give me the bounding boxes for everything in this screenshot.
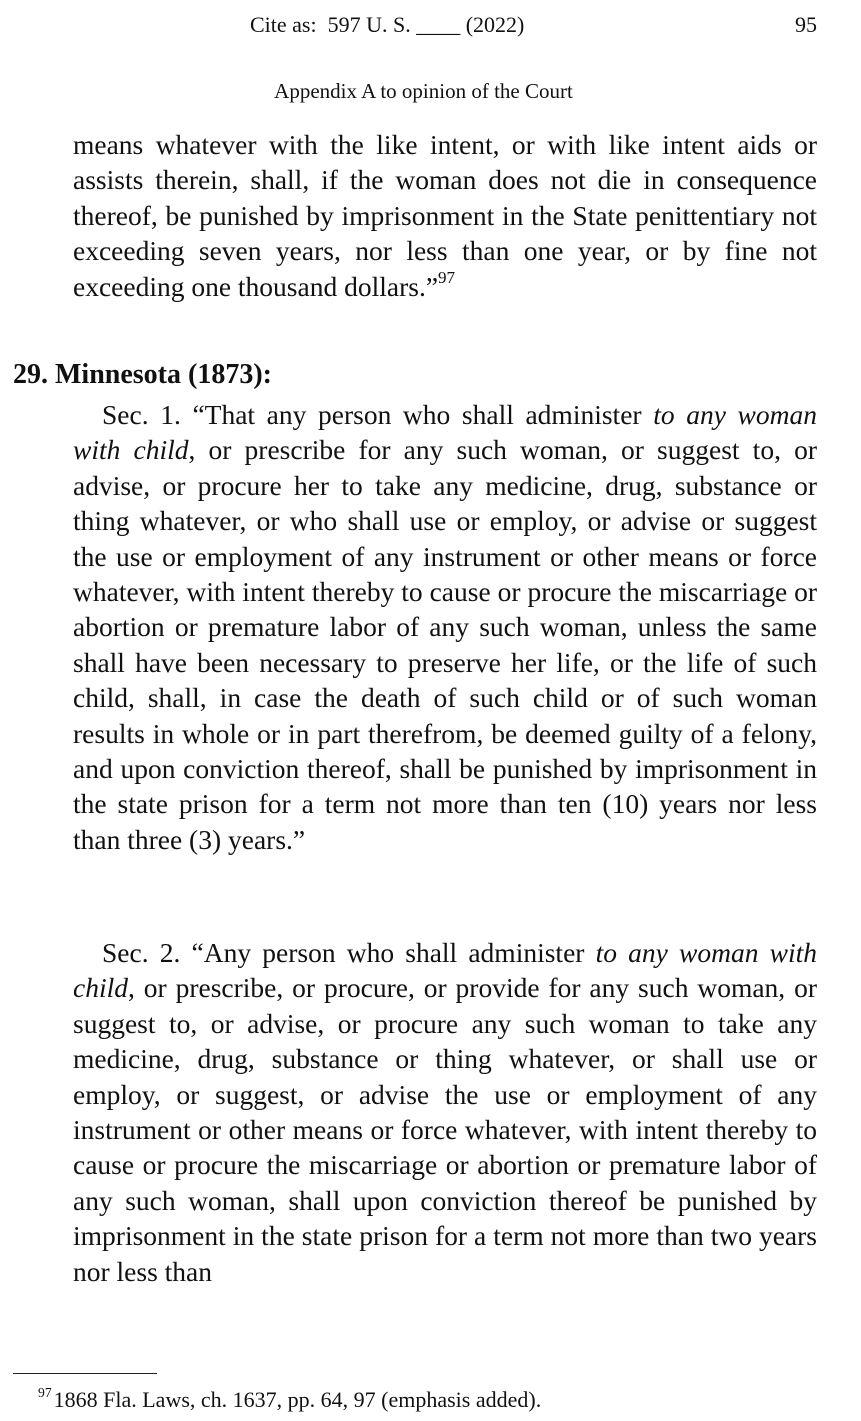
footnote-text: 1868 Fla. Laws, ch. 1637, pp. 64, 97 (emphasis added).	[53, 1387, 542, 1412]
section-2-text: , or prescribe, or procure, or provide for any such woman, or suggest to, or advise, or procure any such woman to take any medicine, drug, substance or thing whatever, or shall use or employ, or suggest, or advise the use or employment of any instrument or other means or force whatever, with intent thereby to cause or procure the miscarriage or abortion or premature labor of any such woman, shall upon conviction thereof be punished by imprisonment in the state prison for a term not more than two years nor less than	[73, 972, 817, 1287]
section-2-paragraph	[73, 935, 817, 1289]
section-1-text: , or prescribe for any such woman, or suggest to, or advise, or procure her to take any medicine, drug, substance or thing whatever, or who shall use or employ, or advise or suggest the use or employment of any instrument or other means or force whatever, with intent thereby to cause or procure the miscarriage or abortion or premature labor of any such woman, unless the same shall have been necessary to preserve her life, or the life of such child, shall, in case the death of such child or of such woman results in whole or in part therefrom, be deemed guilty of a felony, and upon conviction thereof, shall be punished by imprisonment in the state prison for a term not more than ten (10) years nor less than three (3) years.”	[73, 434, 817, 855]
footnote-number: 97	[38, 1384, 52, 1400]
paragraph-text: means whatever with the like intent, or with like intent aids or assists therein, shall, if the woman does not die in consequence thereof, be punished by imprisonment in the State penittentiary not exceeding seven years, nor less than one year, or by fine not exceeding one thousand dollars.”	[73, 129, 817, 302]
section-1-paragraph	[73, 397, 817, 857]
page-number: 95	[795, 12, 817, 37]
section-heading: 29. Minnesota (1873):	[13, 359, 272, 390]
appendix-title: Appendix A to opinion of the Court	[274, 79, 573, 103]
page-header	[0, 12, 861, 42]
section-2-emphasis: to any woman with child	[73, 937, 818, 1004]
section-1-emphasis: to any woman with child	[73, 399, 817, 466]
footnote	[38, 1386, 541, 1414]
section-1-label: Sec. 1. “That any person who shall administer	[102, 399, 654, 430]
citation: Cite as: 597 U. S. ____ (2022)	[250, 12, 525, 37]
footnote-reference: 97	[438, 267, 456, 287]
section-2-label: Sec. 2. “Any person who shall administer	[102, 937, 596, 968]
footnote-divider	[13, 1373, 157, 1374]
continued-paragraph	[73, 127, 817, 304]
